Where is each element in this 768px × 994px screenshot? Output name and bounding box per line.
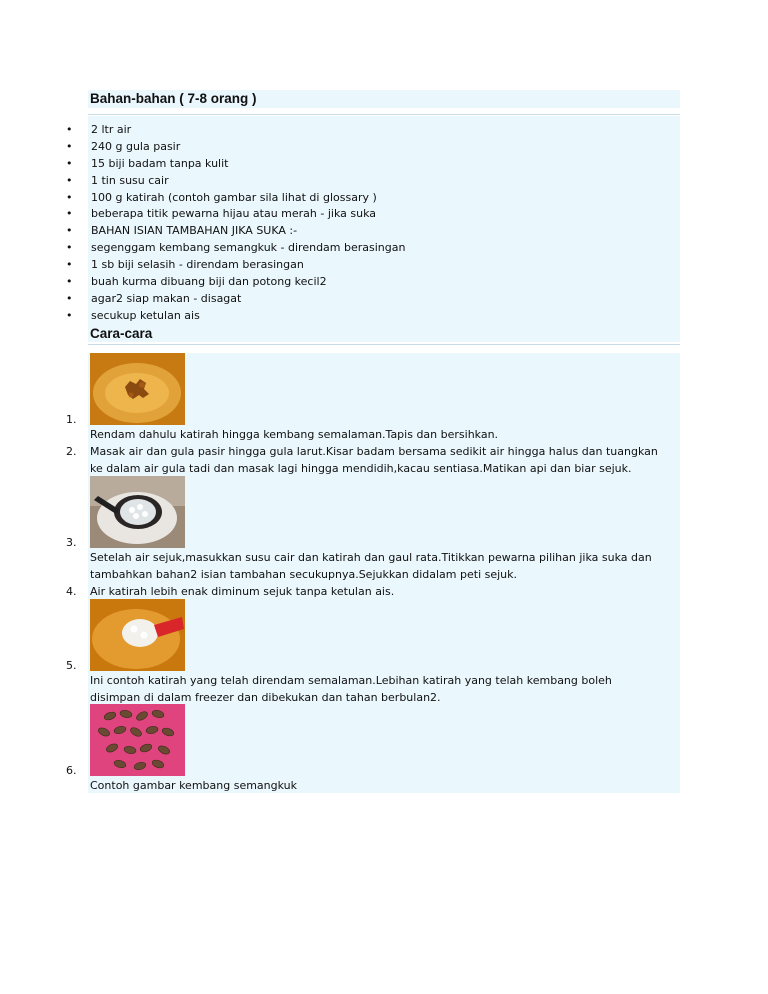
divider bbox=[88, 344, 680, 345]
bullet-glyph: • bbox=[66, 173, 73, 187]
list-item: • 15 biji badam tanpa kulit bbox=[0, 156, 700, 173]
step-number: 3. bbox=[66, 536, 77, 549]
bullet-glyph: • bbox=[66, 275, 73, 289]
bullet-glyph: • bbox=[66, 207, 73, 221]
list-item: • buah kurma dibuang biji dan potong kecil2 bbox=[0, 274, 700, 291]
method-heading: Cara-cara bbox=[90, 326, 153, 341]
ingredients-heading: Bahan-bahan ( 7-8 orang ) bbox=[90, 91, 257, 106]
step-number: 6. bbox=[66, 764, 77, 777]
step-number: 4. bbox=[66, 585, 77, 598]
list-item: • 100 g katirah (contoh gambar sila lihat di glossary ) bbox=[0, 190, 700, 207]
ingredient-list bbox=[0, 122, 700, 325]
list-item: • secukup ketulan ais bbox=[0, 308, 700, 325]
bullet-glyph: • bbox=[66, 258, 73, 272]
step-number: 1. bbox=[66, 413, 77, 426]
step-number: 5. bbox=[66, 659, 77, 672]
bullet-glyph: • bbox=[66, 156, 73, 170]
bullet-glyph: • bbox=[66, 308, 73, 322]
step-number: 2. bbox=[66, 445, 77, 458]
step-text: Setelah air sejuk,masukkan susu cair dan katirah dan gaul rata.Titikkan pewarna pilihan jika suka dan tambahkan bahan2 isian tambahan secukupnya.Sejukkan didalam peti sejuk. bbox=[90, 551, 652, 581]
step-text: Contoh gambar kembang semangkuk bbox=[90, 779, 297, 792]
list-item: • 2 ltr air bbox=[0, 122, 700, 139]
bullet-glyph: • bbox=[66, 224, 73, 238]
list-item: • segenggam kembang semangkuk - direndam berasingan bbox=[0, 240, 700, 257]
list-item: • agar2 siap makan - disagat bbox=[0, 291, 700, 308]
step-6-photo bbox=[90, 704, 185, 776]
step-3-photo bbox=[90, 476, 185, 548]
step-text: Masak air dan gula pasir hingga gula larut.Kisar badam bersama sedikit air hingga halus dan tuangkan ke dalam air gula tadi dan masak lagi hingga mendidih,kacau sentiasa.Matikan api dan biar sejuk. bbox=[90, 445, 658, 475]
step-text: Air katirah lebih enak diminum sejuk tanpa ketulan ais. bbox=[90, 585, 395, 598]
bullet-glyph: • bbox=[66, 139, 73, 153]
step-text: Rendam dahulu katirah hingga kembang semalaman.Tapis dan bersihkan. bbox=[90, 428, 499, 441]
step-5-photo bbox=[90, 599, 185, 671]
list-item: • BAHAN ISIAN TAMBAHAN JIKA SUKA :- bbox=[0, 223, 700, 240]
list-item: • beberapa titik pewarna hijau atau merah - jika suka bbox=[0, 206, 700, 223]
bullet-glyph: • bbox=[66, 190, 73, 204]
bullet-glyph: • bbox=[66, 291, 73, 305]
list-item: • 240 g gula pasir bbox=[0, 139, 700, 156]
list-item: • 1 sb biji selasih - direndam berasingan bbox=[0, 257, 700, 274]
list-item: • 1 tin susu cair bbox=[0, 173, 700, 190]
bullet-glyph: • bbox=[66, 241, 73, 255]
divider bbox=[88, 114, 680, 115]
step-1-photo bbox=[90, 353, 185, 425]
bullet-glyph: • bbox=[66, 123, 73, 136]
step-text: Ini contoh katirah yang telah direndam semalaman.Lebihan katirah yang telah kembang boleh disimpan di dalam freezer dan dibekukan dan tahan berbulan2. bbox=[90, 674, 612, 704]
